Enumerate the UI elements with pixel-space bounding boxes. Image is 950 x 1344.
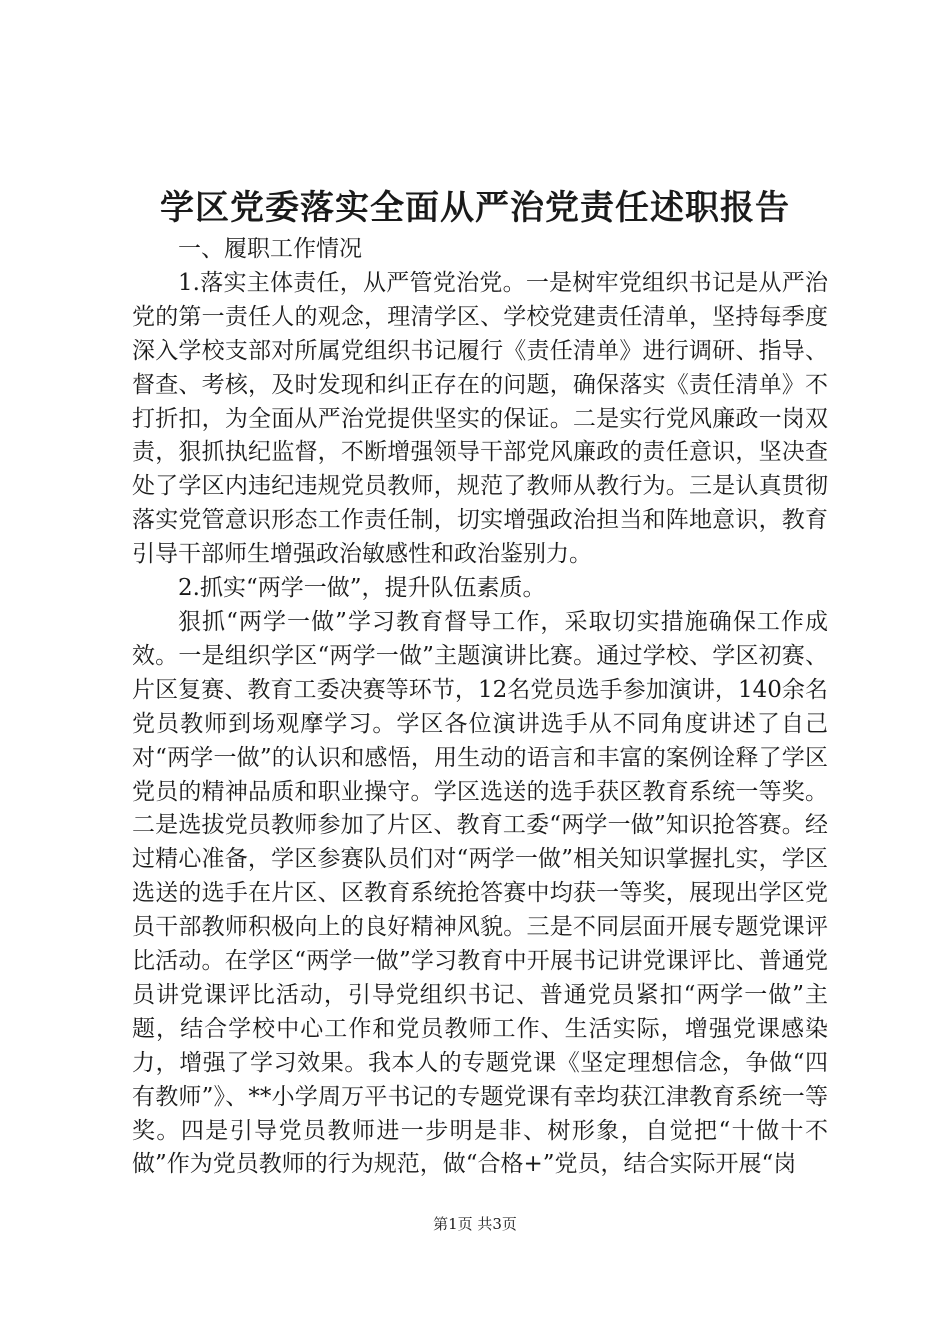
document-title: 学区党委落实全面从严治党责任述职报告 — [160, 188, 790, 228]
section-heading: 一、履职工作情况 — [178, 236, 362, 262]
subsection-heading: 2.抓实“两学一做”，提升队伍素质。 — [178, 575, 546, 602]
paragraph: 狠抓“两学一做”学习教育督导工作，采取切实措施确保工作成效。一是组织学区“两学一做”主题演讲比赛。通过学校、学区初赛、片区复赛、教育工委决赛等环节，12名党员选手参加演讲，140余名党员教师到场观摩学习。学区各位演讲选手从不同角度讲述了自己对“两学一做”的认识和感悟，用生动的语言和丰富的案例诠释了学区党员的精神品质和职业操守。学区选送的选手获区教育系统一等奖。二是选拔党员教师参加了片区、教育工委“两学一做”知识抢答赛。经过精心准备，学区参赛队员们对“两学一做”相关知识掌握扎实，学区选送的选手在片区、区教育系统抢答赛中均获一等奖，展现出学区党员干部教师积极向上的良好精神风貌。三是不同层面开展专题党课评比活动。在学区“两学一做”学习教育中开展书记讲党课评比、普通党员讲党课评比活动，引导党组织书记、普通党员紧扣“两学一做”主题，结合学校中心工作和党员教师工作、生活实际，增强党课感染力，增强了学习效果。我本人的专题党课《坚定理想信念，争做“四有教师”》、**小学周万平书记的专题党课有幸均获江津教育系统一等奖。四是引导党员教师进一步明是非、树形象，自觉把“十做十不做”作为党员教师的行为规范，做“合格+”党员，结合实际开展“岗 — [132, 608, 828, 1178]
document-body — [132, 233, 828, 1182]
page-footer: 第1页 共3页 — [433, 1215, 517, 1233]
paragraph: 1.落实主体责任，从严管党治党。一是树牢党组织书记是从严治党的第一责任人的观念，理清学区、学校党建责任清单，坚持每季度深入学校支部对所属党组织书记履行《责任清单》进行调研、指导、督查、考核，及时发现和纠正存在的问题，确保落实《责任清单》不打折扣，为全面从严治党提供坚实的保证。二是实行党风廉政一岗双责，狠抓执纪监督，不断增强领导干部党风廉政的责任意识，坚决查处了学区内违纪违规党员教师，规范了教师从教行为。三是认真贯彻落实党管意识形态工作责任制，切实增强政治担当和阵地意识，教育引导干部师生增强政治敏感性和政治鉴别力。 — [132, 269, 828, 568]
